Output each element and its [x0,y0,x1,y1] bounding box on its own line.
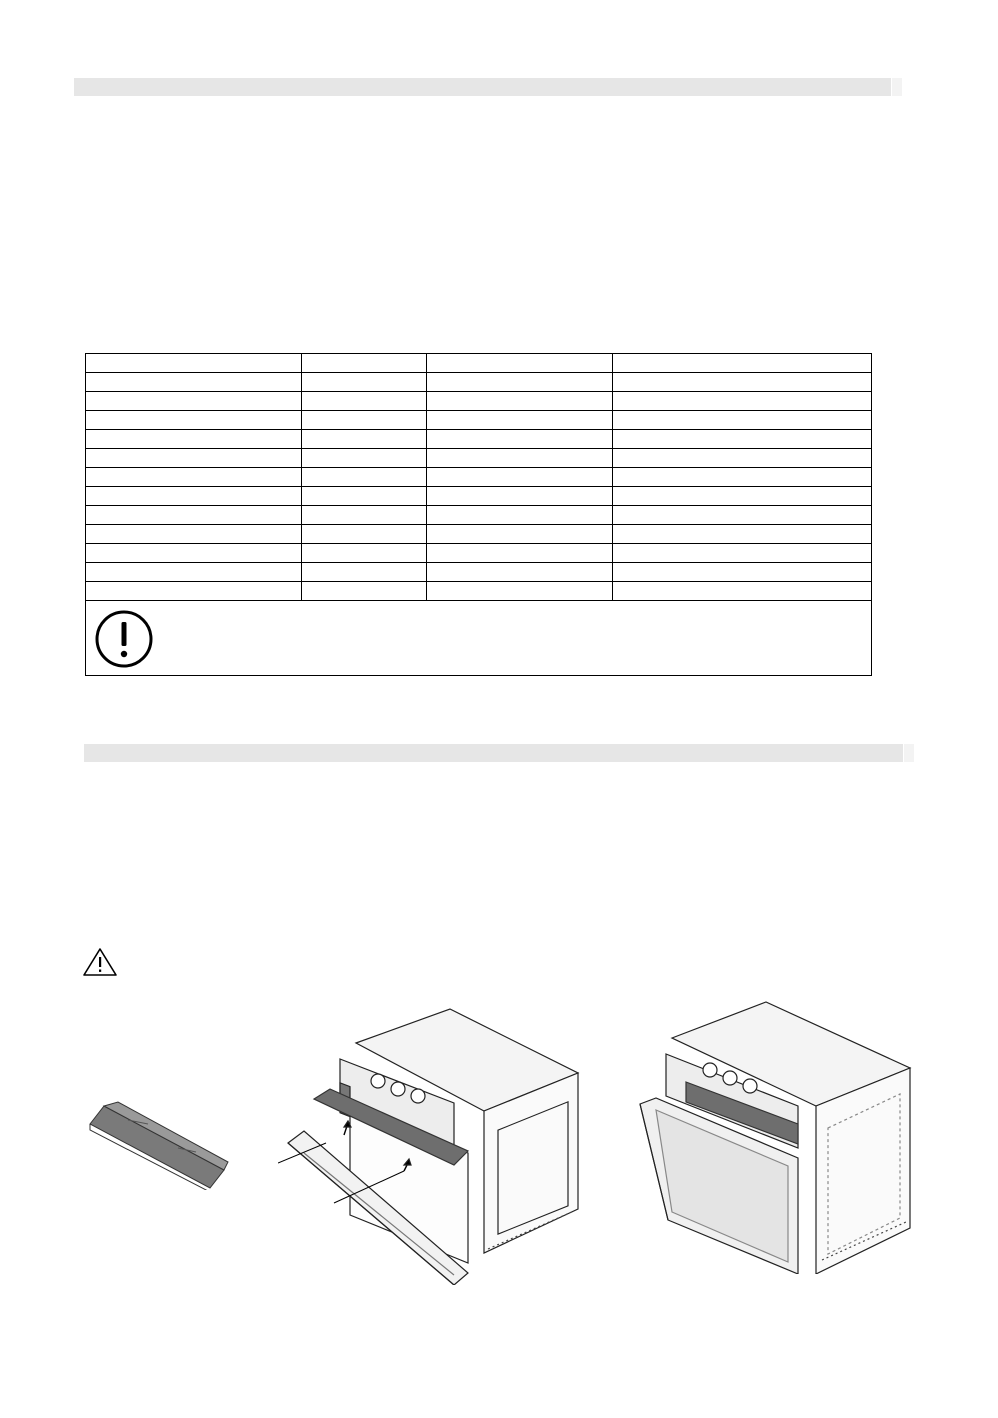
table-note-cell [86,601,872,676]
section-header-bar-1 [74,78,902,96]
table-cell [302,544,427,563]
table-cell [86,544,302,563]
table-row [86,544,872,563]
table-cell [302,449,427,468]
table-cell [427,582,613,601]
warning-triangle-icon [82,947,118,977]
table-cell [302,392,427,411]
table-cell [86,392,302,411]
table-cell [613,449,872,468]
table-cell [86,582,302,601]
table-cell [427,449,613,468]
table-cell [302,487,427,506]
table-cell [613,392,872,411]
table-cell [613,563,872,582]
table-cell [86,449,302,468]
table-cell [427,525,613,544]
table-cell [302,430,427,449]
table-cell [427,506,613,525]
section-header-bar-2 [84,744,914,762]
oven-deflector-fitted-illustration [638,998,916,1274]
table-cell [613,430,872,449]
table-cell [427,354,613,373]
table-cell [86,563,302,582]
table-cell [427,373,613,392]
table-row [86,563,872,582]
table-cell [302,411,427,430]
table-cell [613,582,872,601]
table-cell [302,582,427,601]
table-cell [302,525,427,544]
section-header-bar-end [903,744,914,762]
table-cell [427,563,613,582]
table-cell [613,487,872,506]
table-cell [613,373,872,392]
data-table [85,353,872,676]
table-cell [86,525,302,544]
table-row [86,354,872,373]
table-cell [302,354,427,373]
table-cell [427,430,613,449]
table-cell [613,411,872,430]
table-cell [427,392,613,411]
table-cell [613,354,872,373]
table-cell [86,354,302,373]
oven-open-door-illustration [278,1003,590,1285]
table-cell [86,411,302,430]
table-cell [86,487,302,506]
table-cell [613,506,872,525]
exclamation-circle-icon [95,610,153,668]
table-cell [427,411,613,430]
table-row [86,430,872,449]
table-cell [302,506,427,525]
table-cell [86,373,302,392]
table-cell [86,506,302,525]
table-cell [613,544,872,563]
table-row [86,525,872,544]
table-row [86,373,872,392]
table-note-row [86,601,872,676]
table-row [86,582,872,601]
table-row [86,392,872,411]
table-cell [302,373,427,392]
table-cell [613,525,872,544]
table-body [86,354,872,676]
table-cell [427,544,613,563]
table-cell [86,468,302,487]
table-cell [302,468,427,487]
table-row [86,449,872,468]
table-cell [302,563,427,582]
table-row [86,411,872,430]
table-cell [427,468,613,487]
table-cell [86,430,302,449]
table-cell [613,468,872,487]
table-row [86,506,872,525]
table-cell [427,487,613,506]
table-row [86,468,872,487]
deflector-part-illustration [88,1100,230,1190]
table-row [86,487,872,506]
section-header-bar-end [891,78,902,96]
